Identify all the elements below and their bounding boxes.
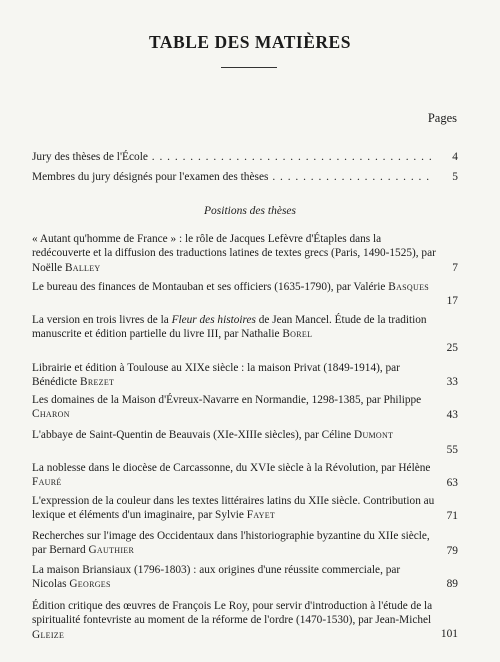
- toc-entry: [32, 529, 436, 558]
- entry-page-number: 25: [446, 342, 458, 354]
- entry-page-number: 55: [446, 444, 458, 456]
- entry-page-number: 101: [440, 628, 458, 640]
- entry-author: Georges: [69, 578, 111, 591]
- front-matter-item-jury: [32, 150, 432, 164]
- entry-text: Librairie et édition à Toulouse au XIXe siècle : la maison Privat (1849-1914), par Bénédicte: [32, 362, 400, 389]
- entry-italic-title: Fleur des histoires: [171, 314, 256, 326]
- toc-entry: [32, 313, 436, 342]
- entry-text: L'abbaye de Saint-Quentin de Beauvais (XIe-XIIIe siècles), par Céline: [32, 429, 354, 441]
- entry-text: Édition critique des œuvres de François Le Roy, pour servir d'introduction à l'étude de la spiritualité fontevriste au moment de la réforme de l'ordre (1470-1530), par Jean-Michel: [32, 600, 433, 627]
- front-matter-item-members: [32, 170, 432, 184]
- front-matter-text: Jury des thèses de l'École: [32, 151, 148, 163]
- front-matter-page-number: 4: [452, 151, 458, 163]
- entry-author: Borel: [282, 328, 313, 341]
- entry-page-number: 43: [446, 409, 458, 421]
- section-title: Positions des thèses: [204, 205, 296, 217]
- entry-page-number: 33: [446, 376, 458, 388]
- entry-author: Fayet: [246, 509, 276, 522]
- entry-text: L'expression de la couleur dans les textes littéraires latins du XIIe siècle. Contribution au lexique et éléments d'un imaginaire, par Sylvie: [32, 495, 435, 522]
- title-rule: [221, 67, 277, 68]
- front-matter-page-number: 5: [452, 171, 458, 183]
- toc-entry: [32, 232, 436, 275]
- page-title: TABLE DES MATIÈRES: [149, 32, 351, 52]
- entry-author: Gleize: [32, 628, 65, 641]
- toc-entry: [32, 393, 436, 422]
- entry-author: Dumont: [353, 429, 394, 441]
- toc-entry: [32, 599, 436, 642]
- entry-text: Le bureau des finances de Montauban et ses officiers (1635-1790), par Valérie: [32, 281, 389, 293]
- entry-page-number: 63: [446, 477, 458, 489]
- entry-text-cont: de Jean Mancel. Étude de la tradition manuscrite et édition partielle du livre III, par Nathalie: [32, 314, 427, 341]
- entry-author: Fauré: [32, 476, 62, 489]
- entry-text: « Autant qu'homme de France » : le rôle de Jacques Lefèvre d'Étaples dans la redécouverte et la diffusion des traductions latines de textes grecs (Paris, 1490-1525), par Noëlle: [32, 233, 436, 274]
- pages-column-header: Pages: [427, 111, 457, 125]
- front-matter-text: Membres du jury désignés pour l'examen des thèses: [32, 171, 269, 183]
- entry-text: Recherches sur l'image des Occidentaux dans l'historiographie byzantine du XIIe siècle, par Bernard: [32, 530, 430, 557]
- entry-page-number: 79: [446, 545, 458, 557]
- entry-page-number: 71: [446, 510, 458, 522]
- entry-page-number: 17: [446, 295, 458, 307]
- entry-text: La version en trois livres de la: [32, 314, 172, 326]
- entry-page-number: 89: [446, 578, 458, 590]
- entry-author: Brezet: [80, 376, 115, 389]
- toc-entry: [32, 280, 436, 294]
- entry-author: Basques: [388, 281, 430, 293]
- entry-author: Balley: [64, 261, 101, 274]
- toc-entry: [32, 361, 436, 390]
- entry-text: Les domaines de la Maison d'Évreux-Navarre en Normandie, 1298-1385, par Philippe: [32, 394, 422, 406]
- toc-entry: [32, 563, 436, 592]
- entry-author: Gauthier: [88, 544, 135, 557]
- entry-author: Charon: [32, 408, 70, 421]
- entry-page-number: 7: [452, 262, 458, 274]
- entry-text: La noblesse dans le diocèse de Carcassonne, du XVIe siècle à la Révolution, par Hélène: [32, 462, 431, 474]
- entry-text: La maison Briansiaux (1796-1803) : aux origines d'une réussite commerciale, par Nicolas: [32, 564, 401, 591]
- toc-entry: [32, 461, 436, 490]
- toc-entry: [32, 494, 436, 523]
- toc-entry: [32, 428, 436, 442]
